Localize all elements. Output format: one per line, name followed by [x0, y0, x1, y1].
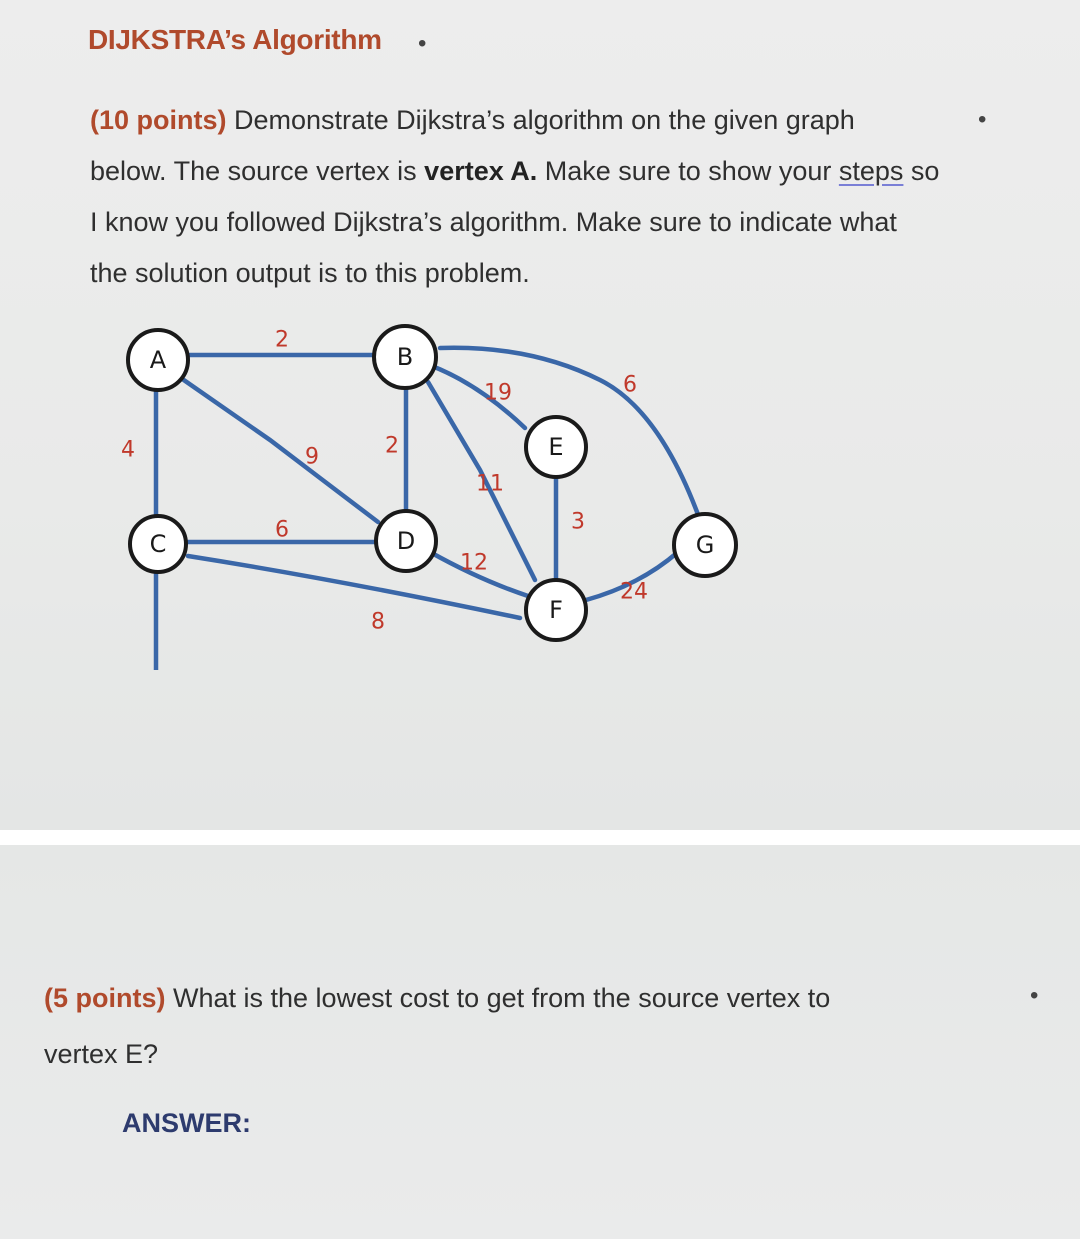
weight-a-d: 9	[305, 444, 319, 470]
weight-d-f: 12	[460, 550, 488, 576]
svg-text:B: B	[396, 343, 414, 371]
spellcheck-word: steps	[838, 156, 904, 186]
question-1-line-1: (10 points) Demonstrate Dijkstra’s algorithm on the given graph	[90, 105, 855, 135]
svg-text:D: D	[396, 527, 416, 555]
answer-label: ANSWER:	[122, 1108, 251, 1138]
weight-c-d: 6	[275, 517, 289, 543]
question-2-line-2: vertex E?	[44, 1039, 159, 1069]
svg-text:G: G	[695, 531, 715, 559]
weight-b-g: 6	[623, 372, 637, 398]
question-2-text	[44, 970, 1004, 1082]
question-1-line-2: below. The source vertex is vertex A. Make sure to show your steps so	[90, 156, 940, 186]
node-b	[374, 326, 436, 388]
weight-b-f: 11	[476, 471, 504, 497]
bullet-title: •	[418, 30, 427, 57]
svg-text:A: A	[149, 346, 167, 374]
graph-diagram	[0, 290, 1080, 670]
weight-b-d: 2	[385, 433, 399, 459]
question-1-points: (10 points)	[90, 105, 227, 135]
weight-c-f: 8	[371, 609, 385, 635]
weight-f-g: 24	[620, 579, 648, 605]
node-e	[526, 417, 586, 477]
weight-b-e: 19	[484, 380, 512, 406]
weight-a-c: 4	[121, 437, 135, 463]
weight-a-b: 2	[275, 327, 289, 353]
svg-text:E: E	[548, 433, 564, 461]
svg-text:F: F	[549, 596, 563, 624]
node-c	[130, 516, 186, 572]
question-2-line-1: (5 points) What is the lowest cost to get from the source vertex to	[44, 983, 831, 1013]
page-title: DIJKSTRA’s Algorithm	[88, 24, 382, 55]
bullet-question-2: •	[1030, 982, 1039, 1009]
question-1-text	[90, 95, 1030, 299]
bullet-paragraph: •	[978, 106, 987, 133]
source-vertex-text: vertex A.	[424, 156, 538, 186]
question-1-line-4: the solution output is to this problem.	[90, 258, 530, 288]
edge-a-d	[178, 376, 378, 522]
question-2-points: (5 points)	[44, 983, 166, 1013]
node-a	[128, 330, 188, 390]
node-f	[526, 580, 586, 640]
svg-text:C: C	[149, 530, 167, 558]
node-d	[376, 511, 436, 571]
question-1-line-3: I know you followed Dijkstra’s algorithm. Make sure to indicate what	[90, 207, 897, 237]
weight-e-f: 3	[571, 509, 585, 535]
node-g	[674, 514, 736, 576]
